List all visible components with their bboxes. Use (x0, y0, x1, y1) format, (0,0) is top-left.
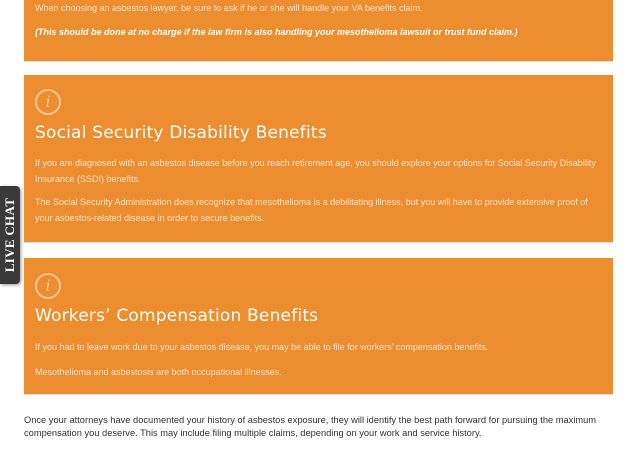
card-title: Workers’ Compensation Benefits (35, 306, 319, 326)
va-benefits-card (24, 0, 613, 62)
info-icon: i (35, 273, 61, 299)
card-paragraph: If you had to leave work due to your asbestos disease, you may be able to file for workers’ compensation benefits. (35, 342, 489, 352)
card-title: Social Security Disability Benefits (35, 123, 327, 143)
live-chat-button[interactable] (0, 186, 20, 284)
card-paragraph: Mesothelioma and asbestosis are both occupational illnesses. (35, 367, 282, 377)
workers-compensation-card (24, 258, 613, 395)
info-icon: i (35, 89, 61, 115)
body-paragraph: Once your attorneys have documented your history of asbestos exposure, they will identify the best path forward for pursuing the maximum compensation you deserve. This may include filing multiple claims, depending on your work and service history. (24, 415, 597, 438)
card-paragraph: If you are diagnosed with an asbestos disease before you reach retirement age, you should explore your options for Social Security Disability Insurance (SSDI) benefits. (35, 158, 596, 184)
card-paragraph: When choosing an asbestos lawyer, be sure to ask if he or she will handle your VA benefits claim. (35, 3, 423, 13)
social-security-card (24, 75, 613, 243)
card-paragraph: The Social Security Administration does recognize that mesothelioma is a debilitating illness, but you will have to provide extensive proof of your asbestos-related disease in order to secure benefits. (35, 197, 588, 223)
card-paragraph-emphasis: (This should be done at no charge if the law firm is also handling your mesothelioma lawsuit or trust fund claim.) (35, 27, 518, 37)
live-chat-label: LIVE CHAT (2, 197, 17, 273)
